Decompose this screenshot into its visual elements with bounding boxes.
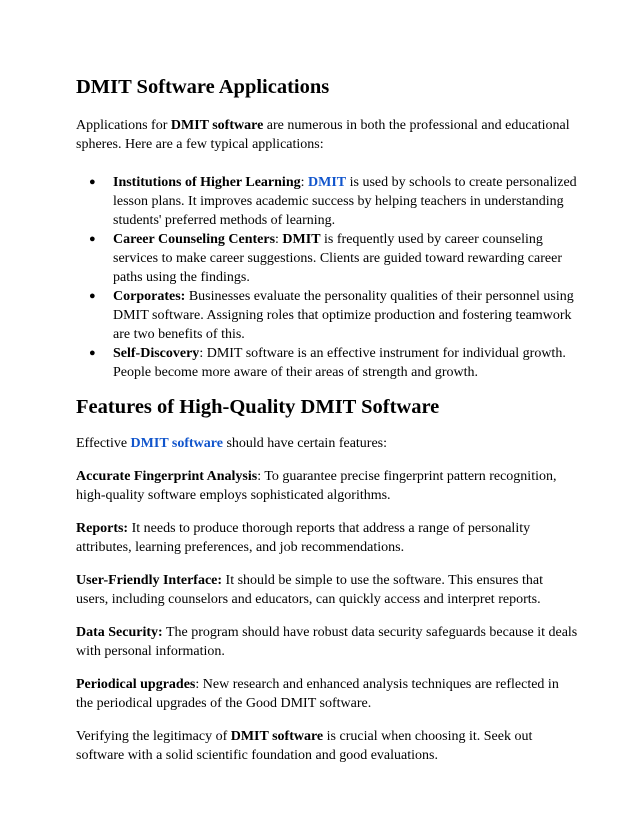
item-sep: : [275, 232, 283, 247]
section-heading-applications: DMIT Software Applications [76, 76, 330, 98]
feature-fingerprint-analysis [76, 467, 578, 505]
feature-text: : New research and enhanced analysis techniques are reflected in the periodical upgrades of the Good DMIT software. [76, 677, 559, 711]
feature-text: The program should have robust data security safeguards because it deals with personal information. [76, 625, 578, 659]
feature-data-security [76, 623, 578, 661]
item-text: is frequently used by career counseling services to make career suggestions. Clients are guided toward rewarding career paths using the findings. [113, 232, 562, 285]
item-text: Businesses evaluate the personality qualities of their personnel using DMIT software. Assigning roles that optimize production and fostering teamwork are two benefits of this. [113, 289, 574, 342]
dmit-link[interactable]: DMIT [308, 175, 347, 190]
features-intro [76, 434, 578, 453]
closing-text-rest: is crucial when choosing it. Seek out software with a solid scientific foundation and good evaluations. [76, 729, 533, 763]
item-title: Self-Discovery [113, 346, 200, 361]
bullet-icon: ● [89, 347, 96, 359]
list-item-corporates [76, 287, 578, 344]
intro-text: Applications for [76, 118, 171, 133]
intro-text-rest: are numerous in both the professional and educational spheres. Here are a few typical applications: [76, 118, 570, 152]
dmit-software-link[interactable]: DMIT software [130, 436, 223, 451]
feature-title: Data Security: [76, 625, 163, 640]
intro-text-rest: should have certain features: [222, 436, 388, 451]
feature-reports [76, 519, 578, 557]
feature-title: Periodical upgrades [76, 677, 196, 692]
item-title: Corporates: [113, 289, 186, 304]
list-item-self-discovery [76, 344, 578, 382]
feature-title: Accurate Fingerprint Analysis [76, 469, 258, 484]
item-text: is used by schools to create personalized lesson plans. It improves academic success by helping teachers in understanding students' preferred methods of learning. [113, 175, 577, 228]
feature-title: Reports: [76, 521, 129, 536]
bullet-icon: ● [89, 233, 96, 245]
bullet-icon: ● [89, 290, 96, 302]
list-item-institutions [76, 173, 578, 230]
closing-text: Verifying the legitimacy of [76, 729, 231, 744]
bullet-icon: ● [89, 176, 96, 188]
feature-text: It should be simple to use the software. This ensures that users, including counselors and educators, can quickly access and interpret reports. [76, 573, 543, 607]
closing-bold: DMIT software [230, 729, 324, 744]
list-item-career-counseling [76, 230, 578, 287]
closing-paragraph [76, 727, 578, 765]
item-title: Institutions of Higher Learning [113, 175, 301, 190]
item-title: Career Counseling Centers [113, 232, 276, 247]
item-bold: DMIT [282, 232, 321, 247]
section-heading-features: Features of High-Quality DMIT Software [76, 396, 440, 418]
intro-text: Effective [76, 436, 131, 451]
feature-user-friendly-interface [76, 571, 578, 609]
item-text: : DMIT software is an effective instrument for individual growth. People become more aware of their areas of strength and growth. [113, 346, 566, 380]
applications-list [76, 173, 578, 382]
feature-periodical-upgrades [76, 675, 578, 713]
feature-title: User-Friendly Interface: [76, 573, 223, 588]
intro-bold: DMIT software [170, 118, 264, 133]
feature-text: : To guarantee precise fingerprint pattern recognition, high-quality software employs sophisticated algorithms. [76, 469, 557, 503]
item-sep: : [300, 175, 308, 190]
applications-intro [76, 116, 578, 154]
feature-text: It needs to produce thorough reports that address a range of personality attributes, learning preferences, and job recommendations. [76, 521, 531, 555]
